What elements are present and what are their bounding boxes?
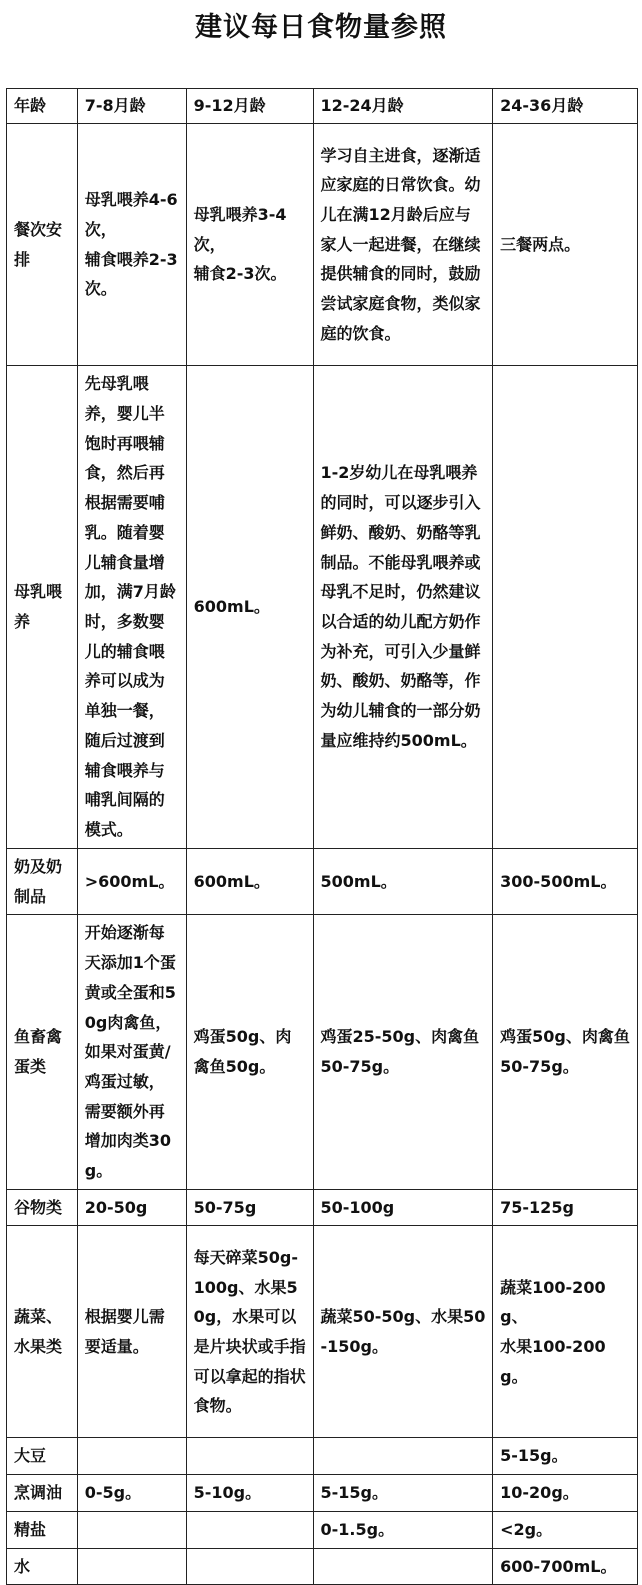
table-cell: 鸡蛋50g、肉禽鱼50g。 [186,915,313,1189]
row-label: 烹调油 [7,1475,78,1512]
table-row-meal-schedule [7,124,638,366]
table-row-dairy [7,849,638,915]
header-7-8-months: 7-8月龄 [77,89,186,124]
page-title: 建议每日食物量参照 [195,12,447,43]
table-cell: 5-10g。 [186,1475,313,1512]
row-label: 蔬菜、水果类 [7,1226,78,1438]
table-cell: 三餐两点。 [493,124,638,366]
table-cell: 50-100g [313,1189,493,1226]
table-cell: 300-500mL。 [493,849,638,915]
table-cell: 鸡蛋50g、肉禽鱼 50-75g。 [493,915,638,1189]
header-age: 年龄 [7,89,78,124]
table-cell: 600mL。 [186,366,313,849]
table-cell: 500mL。 [313,849,493,915]
table-cell: 每天碎菜50g-100g、水果50g，水果可以是片块状或手指可以拿起的指状食物。 [186,1226,313,1438]
table-cell [493,366,638,849]
table-row-cooking-oil [7,1475,638,1512]
table-row-salt [7,1511,638,1548]
table-row-grains [7,1189,638,1226]
header-9-12-months: 9-12月龄 [186,89,313,124]
table-cell: 10-20g。 [493,1475,638,1512]
row-label: 大豆 [7,1438,78,1475]
table-row-soybean [7,1438,638,1475]
row-label: 水 [7,1548,78,1585]
table-cell [77,1511,186,1548]
row-label: 精盐 [7,1511,78,1548]
table-cell: 开始逐渐每天添加1个蛋黄或全蛋和50g肉禽鱼，如果对蛋黄/鸡蛋过敏，需要额外再增加肉类30g。 [77,915,186,1189]
table-cell [77,1438,186,1475]
table-cell: 1-2岁幼儿在母乳喂养的同时，可以逐步引入鲜奶、酸奶、奶酪等乳制品。不能母乳喂养或母乳不足时，仍然建议以合适的幼儿配方奶作为补充，可引入少量鲜奶、酸奶、奶酪等，作为幼儿辅食的一部分奶量应维持约500mL。 [313,366,493,849]
table-cell: 先母乳喂养，婴儿半饱时再喂辅食，然后再根据需要哺乳。随着婴儿辅食量增加，满7月龄时，多数婴儿的辅食喂养可以成为单独一餐，随后过渡到辅食喂养与哺乳间隔的模式。 [77,366,186,849]
table-cell [313,1438,493,1475]
daily-food-table [6,88,638,1585]
table-cell: <2g。 [493,1511,638,1548]
table-cell: 根据婴儿需要适量。 [77,1226,186,1438]
table-cell: 20-50g [77,1189,186,1226]
header-12-24-months: 12-24月龄 [313,89,493,124]
table-row-vegetables-fruits [7,1226,638,1438]
row-label: 餐次安排 [7,124,78,366]
table-cell: 母乳喂养3-4次， 辅食2-3次。 [186,124,313,366]
table-cell: 5-15g。 [493,1438,638,1475]
table-cell [186,1511,313,1548]
table-cell: 蔬菜50-50g、水果50-150g。 [313,1226,493,1438]
table-row-fish-meat-egg [7,915,638,1189]
table-cell: 600mL。 [186,849,313,915]
row-label: 奶及奶制品 [7,849,78,915]
header-24-36-months: 24-36月龄 [493,89,638,124]
table-cell: 600-700mL。 [493,1548,638,1585]
row-label: 母乳喂养 [7,366,78,849]
row-label: 鱼畜禽蛋类 [7,915,78,1189]
row-label: 谷物类 [7,1189,78,1226]
table-cell: 蔬菜100-200g、 水果100-200g。 [493,1226,638,1438]
table-cell: 0-5g。 [77,1475,186,1512]
table-cell [186,1548,313,1585]
table-cell [77,1548,186,1585]
table-row-breastfeeding [7,366,638,849]
table-cell: 50-75g [186,1189,313,1226]
table-cell: 5-15g。 [313,1475,493,1512]
table-cell: 0-1.5g。 [313,1511,493,1548]
table-row-water [7,1548,638,1585]
table-cell: 鸡蛋25-50g、肉禽鱼50-75g。 [313,915,493,1189]
table-cell: 学习自主进食，逐渐适应家庭的日常饮食。幼儿在满12月龄后应与家人一起进餐，在继续提供辅食的同时，鼓励尝试家庭食物，类似家庭的饮食。 [313,124,493,366]
table-header-row [7,89,638,124]
table-cell [186,1438,313,1475]
table-cell: 75-125g [493,1189,638,1226]
table-cell [313,1548,493,1585]
table-cell: 母乳喂养4-6次， 辅食喂养2-3次。 [77,124,186,366]
table-cell: >600mL。 [77,849,186,915]
